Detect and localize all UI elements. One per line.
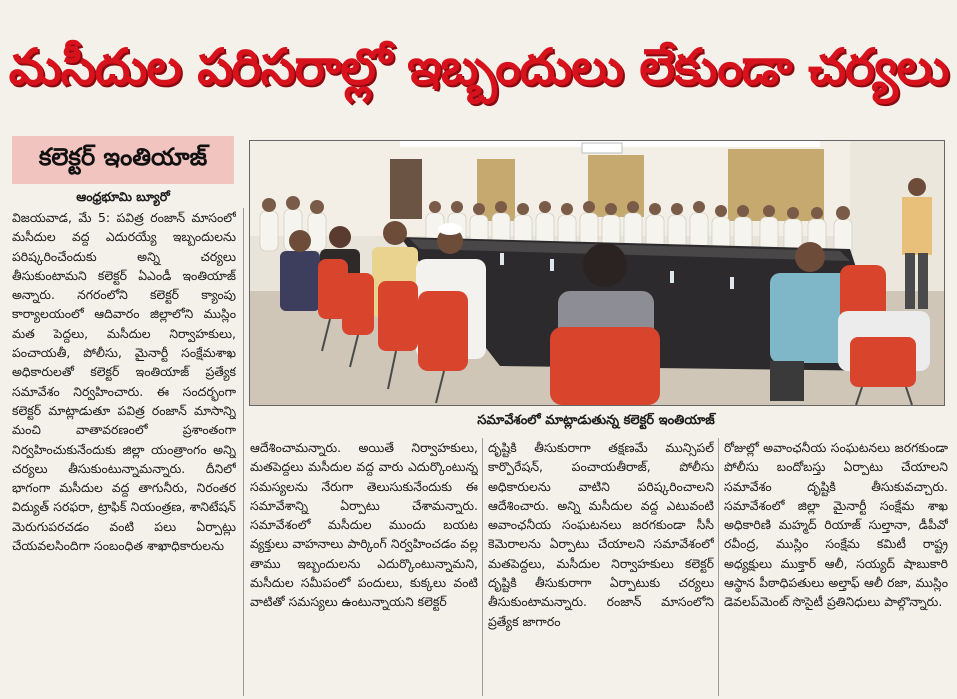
article-column-1-text: విజయవాడ, మే 5: పవిత్ర రంజాన్ మాసంలో మసీదుల వద్ద ఎదురయ్యే ఇబ్బందులను పరిష్కరించేందుకు అన్ని చర్యలు తీసుకుంటామని కలెక్టర్ ఏఎండీ ఇంతియాజ్ అన్నారు. నగరంలోని కలెక్టర్ క్యాంపు కార్యాలయంలో ఆదివారం జిల్లాలోని ముస్లిం మత పెద్దలు, మసీదుల నిర్వాహకులు, పంచాయతీ, పోలీసు, మైనార్టీ సంక్షేమశాఖ అధికారులతో కలెక్టర్ ఇంతియాజ్ ప్రత్యేక సమావేశం నిర్వహించారు. ఈ సందర్భంగా కలెక్టర్ మాట్లాడుతూ పవిత్ర రంజాన్ మాసాన్ని మంచి వాతావరణంలో ప్రశాంతంగా నిర్వహించుకునేందుకు జిల్లా యంత్రాంగం అన్ని చర్యలు తీసుకుంటున్నామన్నారు. దీనిలో భాగంగా మసీదుల వద్ద తాగునీరు, నిరంతర విద్యుత్ సరఫరా, ట్రాఫిక్ నియంత్రణ, శానిటేషన్ మెరుగుపరచడం వంటి పలు ఏర్పాట్లు చేయవలసిందిగా సంబంధిత శాఖాధికారులను bbox=[12, 210, 236, 554]
photo-caption: సమావేశంలో మాట్లాడుతున్న కలెక్టర్ ఇంతియాజ్ bbox=[477, 413, 715, 428]
byline: ఆంధ్రభూమి బ్యూరో bbox=[76, 189, 170, 204]
subheadline: కలెక్టర్ ఇంతియాజ్ bbox=[12, 136, 234, 184]
article-column-2 bbox=[250, 438, 478, 696]
article-column-1 bbox=[12, 208, 236, 696]
article-column-4 bbox=[724, 438, 948, 696]
column-divider bbox=[243, 208, 244, 696]
article-column-3-text: దృష్టికి తీసుకురాగా తక్షణమే మున్సిపల్ కార్పొరేషన్, పంచాయతీరాజ్, పోలీసు అధికారులను వాటిని పరిష్కరించాలని ఆదేశించారు. అన్ని మసీదుల వద్ద ఎటువంటి అవాంఛనీయ సంఘటనలు జరగకుండా సీసీ కెమెరాలను ఏర్పాటు చేయాలని సమావేశంలో మతపెద్దలు, మసీదుల నిర్వాహకులు కలెక్టర్ దృష్టికి తీసుకురాగా ఏర్పాటుకు చర్యలు తీసుకుంటామన్నారు. రంజాన్ మాసంలోని ప్రత్యేక జాగారం bbox=[488, 440, 714, 629]
article-column-3 bbox=[488, 438, 714, 696]
article-column-2-text: ఆదేశించామన్నారు. అయితే నిర్వాహకులు, మతపెద్దలు మసీదుల వద్ద వారు ఎదుర్కొంటున్న సమస్యలను నేరుగా తెలుసుకునేందుకు ఈ సమావేశాన్ని ఏర్పాటు చేశామన్నారు. సమావేశంలో మసీదుల ముందు బయట వ్యక్తులు వాహనాలు పార్కింగ్ నిర్వహించడం వల్ల తాము ఇబ్బందులను ఎదుర్కొంటున్నామని, మసీదుల సమీపంలో పందులు, కుక్కలు వంటి వాటితో సమస్యలు ఉంటున్నాయని కలెక్టర్ bbox=[250, 440, 478, 610]
headline: మసీదుల పరిసరాల్లో ఇబ్బందులు లేకుండా చర్యలు bbox=[8, 38, 949, 96]
column-divider bbox=[718, 438, 719, 696]
meeting-photo-illustration bbox=[250, 141, 944, 405]
column-divider bbox=[482, 438, 483, 696]
article-column-4-text: రోజుల్లో అవాంఛనీయ సంఘటనలు జరగకుండా పోలీసు బందోబస్తు ఏర్పాటు చేయాలని సమావేశం దృష్టికి తీసుకువచ్చారు. సమావేశంలో జిల్లా మైనార్టీ సంక్షేమ శాఖ అధికారిణి మహ్మద్ రియాజ్ సుల్తానా, డీపీవో రవీంద్ర, ముస్లిం సంక్షేమ కమిటీ రాష్ట్ర అధ్యక్షులు ముక్తార్ ఆలీ, సయ్యద్ షాబుకారి ఆస్థాన పీఠాధిపతులు అల్తాఫ్ ఆలీ రజా, ముస్లిం డెవలప్‌మెంట్ సొసైటీ ప్రతినిధులు పాల్గొన్నారు. bbox=[724, 440, 948, 610]
meeting-photo bbox=[249, 140, 945, 406]
